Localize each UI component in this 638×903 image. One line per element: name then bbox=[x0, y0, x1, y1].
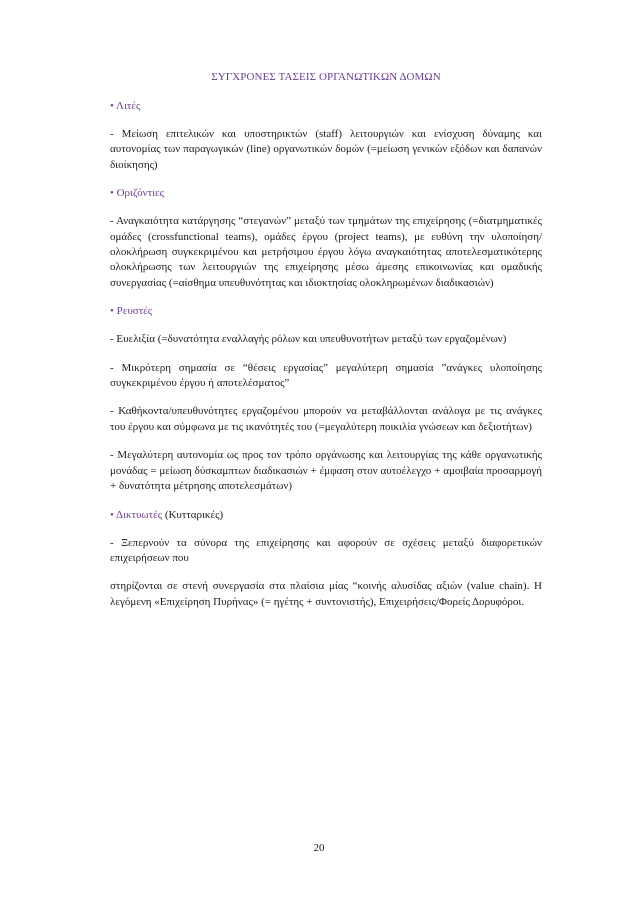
document-page bbox=[110, 70, 542, 623]
paragraph-diktyotes-2: στηρίζονται σε στενή συνεργασία στα πλαίσια μίας “κοινής αλυσίδας αξιών (value chain). Η λεγόμενη «Επιχείρηση Πυρήνας» (= ηγέτης + συντονιστής), Επιχειρήσεις/Φορείς Δορυφόροι. bbox=[110, 580, 542, 608]
section-heading-orizonties: • Οριζόντιες bbox=[110, 187, 164, 200]
paragraph-reustes-1: - Ευελιξία (=δυνατότητα εναλλαγής ρόλων και υπευθυνοτήτων μεταξύ των εργαζομένων) bbox=[110, 333, 507, 346]
paragraph-orizonties-1: - Αναγκαιότητα κατάργησης “στεγανών” μεταξύ των τμημάτων της επιχείρησης (=διατμηματικές ομάδες (crossfunctional teams), ομάδες έργου (project teams), με ευθύνη την υλοποίηση/ολοκλήρωση συγκεκριμένου και μετρήσιμου έργου λόγω αναγκαιότητας αποτελεσματικότερης ολοκλήρωσης των λειτουργιών της επιχείρησης μέσω άμεσης επικοινωνίας και ομαδικής συνεργασίας (=αίσθημα υπευθυνότητας και ιδιοκτησίας ολοκληρωμένων διαδικασιών) bbox=[110, 215, 542, 289]
section-heading-lites: • Λιτές bbox=[110, 100, 141, 112]
section-heading-diktyotes-label: • Δικτυωτές bbox=[110, 508, 163, 521]
section-heading-reustes: • Ρευστές bbox=[110, 305, 153, 318]
section-heading-diktyotes-suffix: (Κυτταρικές) bbox=[162, 508, 224, 521]
section-heading-diktyotes bbox=[110, 508, 542, 522]
page-number: 20 bbox=[313, 842, 325, 854]
paragraph-reustes-4: - Μεγαλύτερη αυτονομία ως προς τον τρόπο οργάνωσης και λειτουργίας της κάθε οργανωτικής μονάδας = μείωση δύσκαμπτων διαδικασιών + έμφαση στον αυτοέλεγχο + αμοιβαία προσαρμογή + δυνατότητα μέτρησης αποτελεσμάτων) bbox=[110, 449, 542, 493]
paragraph-reustes-3: - Καθήκοντα/υπευθυνότητες εργαζομένου μπορούν να μεταβάλλονται ανάλογα με τις ανάγκες του έργου και σύμφωνα με τις ικανότητές του (=μεγαλύτερη ποικιλία γνώσεων και δεξιοτήτων) bbox=[110, 405, 542, 433]
paragraph-lites-1: - Μείωση επιτελικών και υποστηρικτών (staff) λειτουργιών και ενίσχυση δύναμης και αυτονομίας των παραγωγικών (line) οργανωτικών δομών (=μείωση γενικών εξόδων και δαπανών διοίκησης) bbox=[110, 128, 542, 171]
paragraph-diktyotes-1: - Ξεπερνούν τα σύνορα της επιχείρησης και αφορούν σε σχέσεις μεταξύ διαφορετικών επιχειρήσεων που bbox=[110, 536, 542, 564]
paragraph-reustes-2: - Μικρότερη σημασία σε “θέσεις εργασίας” μεγαλύτερη σημασία ”ανάγκες υλοποίησης συγκεκριμένου έργου ή αποτελέσματος” bbox=[110, 361, 542, 390]
page-title: ΣΥΓΧΡΟΝΕΣ ΤΑΣΕΙΣ ΟΡΓΑΝΩΤΙΚΩΝ ΔΟΜΩΝ bbox=[211, 71, 441, 83]
